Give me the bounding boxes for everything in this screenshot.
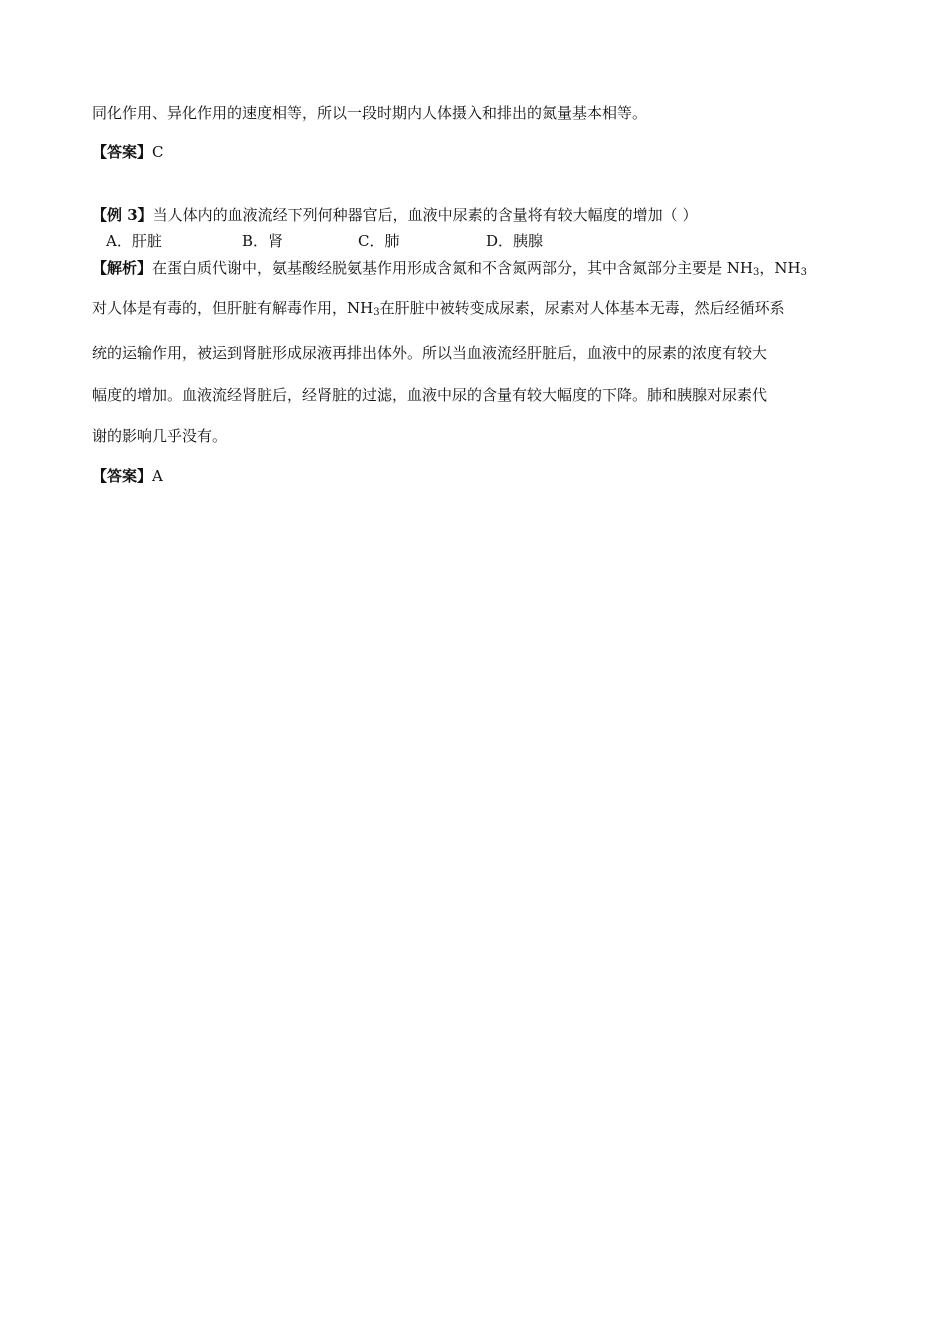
analysis-line-3	[92, 342, 767, 364]
example-label: 【例 3】	[92, 206, 153, 224]
question-text: 当人体内的血液流经下列何种器官后，血液中尿素的含量将有较大幅度的增加（ ）	[152, 206, 698, 224]
analysis-text: 对人体是有毒的，但肝脏有解毒作用，NH	[92, 299, 374, 317]
prev-explanation-text: 同化作用、异化作用的速度相等，所以一段时期内人体摄入和排出的氮量基本相等。	[92, 104, 648, 122]
analysis-text: 在蛋白质代谢中，氨基酸经脱氨基作用形成含氮和不含氮两部分，其中含氮部分主要是 NH	[152, 259, 753, 277]
analysis-line-1	[92, 257, 807, 284]
subscript: 3	[753, 267, 760, 278]
analysis-text: ，NH	[759, 259, 801, 277]
prev-explanation-line	[92, 102, 647, 124]
subscript: 3	[800, 267, 807, 278]
analysis-line-2	[92, 297, 785, 324]
answer-label: 【答案】	[92, 467, 153, 485]
analysis-text: 幅度的增加。血液流经肾脏后，经肾脏的过滤，血液中尿的含量有较大幅度的下降。肺和胰腺对尿素代	[92, 386, 768, 404]
analysis-line-5	[92, 425, 227, 447]
analysis-label: 【解析】	[92, 259, 153, 277]
option-a: A．肝脏	[106, 232, 162, 250]
option-b: B．肾	[242, 232, 284, 250]
answer-value: C	[152, 143, 164, 161]
analysis-text: 谢的影响几乎没有。	[92, 427, 228, 445]
analysis-text: 在肝脏中被转变成尿素，尿素对人体基本无毒，然后经循环系	[379, 299, 785, 317]
analysis-text: 统的运输作用，被运到肾脏形成尿液再排出体外。所以当血液流经肝脏后，血液中的尿素的浓度有较大	[92, 344, 768, 362]
option-c: C．肺	[358, 232, 400, 250]
answer-value: A	[152, 467, 163, 485]
example3-question	[92, 204, 697, 226]
answer-label: 【答案】	[92, 143, 153, 161]
prev-answer	[92, 141, 164, 163]
example3-answer	[92, 465, 163, 487]
analysis-line-4	[92, 384, 767, 406]
option-d: D．胰腺	[486, 232, 544, 250]
subscript: 3	[373, 307, 380, 318]
